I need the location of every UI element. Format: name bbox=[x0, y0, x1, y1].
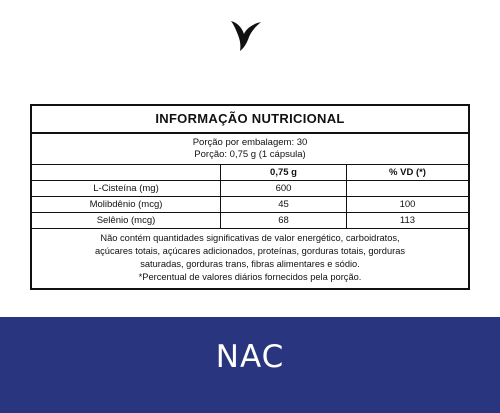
table-header-row bbox=[32, 165, 468, 181]
header-cell-amount: 0,75 g bbox=[221, 165, 347, 181]
nutrient-vd bbox=[347, 181, 469, 197]
serving-size: Porção: 0,75 g (1 cápsula) bbox=[194, 149, 306, 160]
serving-info bbox=[32, 134, 468, 165]
nutrition-facts-table bbox=[30, 104, 470, 290]
servings-per-package: Porção por embalagem: 30 bbox=[192, 137, 308, 148]
note-line: Não contém quantidades significativas de valor energético, carboidratos, bbox=[100, 233, 400, 243]
nutrient-name: Selênio (mcg) bbox=[32, 213, 221, 229]
nutrient-amount: 600 bbox=[221, 181, 347, 197]
table-row bbox=[32, 213, 468, 229]
nutrient-table bbox=[32, 165, 468, 229]
nutrient-name: L-Cisteína (mg) bbox=[32, 181, 221, 197]
product-banner bbox=[0, 317, 500, 413]
table-row bbox=[32, 197, 468, 213]
product-name: NAC bbox=[215, 339, 285, 375]
note-line: açúcares totais, açúcares adicionados, proteínas, gorduras totais, gorduras bbox=[94, 246, 406, 256]
note-line: saturadas, gorduras trans, fibras alimentares e sódio. bbox=[140, 259, 360, 269]
table-row bbox=[32, 181, 468, 197]
footnote: *Percentual de valores diários fornecidos pela porção. bbox=[138, 272, 362, 282]
header-cell-nutrient bbox=[32, 165, 221, 181]
nutrient-vd: 113 bbox=[347, 213, 469, 229]
table-title: INFORMAÇÃO NUTRICIONAL bbox=[32, 106, 468, 134]
nutrient-amount: 68 bbox=[221, 213, 347, 229]
nutrient-vd: 100 bbox=[347, 197, 469, 213]
table-notes bbox=[32, 229, 468, 288]
header-cell-vd: % VD (*) bbox=[347, 165, 469, 181]
nutrient-name: Molibdênio (mcg) bbox=[32, 197, 221, 213]
bird-icon bbox=[228, 18, 264, 54]
nutrient-amount: 45 bbox=[221, 197, 347, 213]
